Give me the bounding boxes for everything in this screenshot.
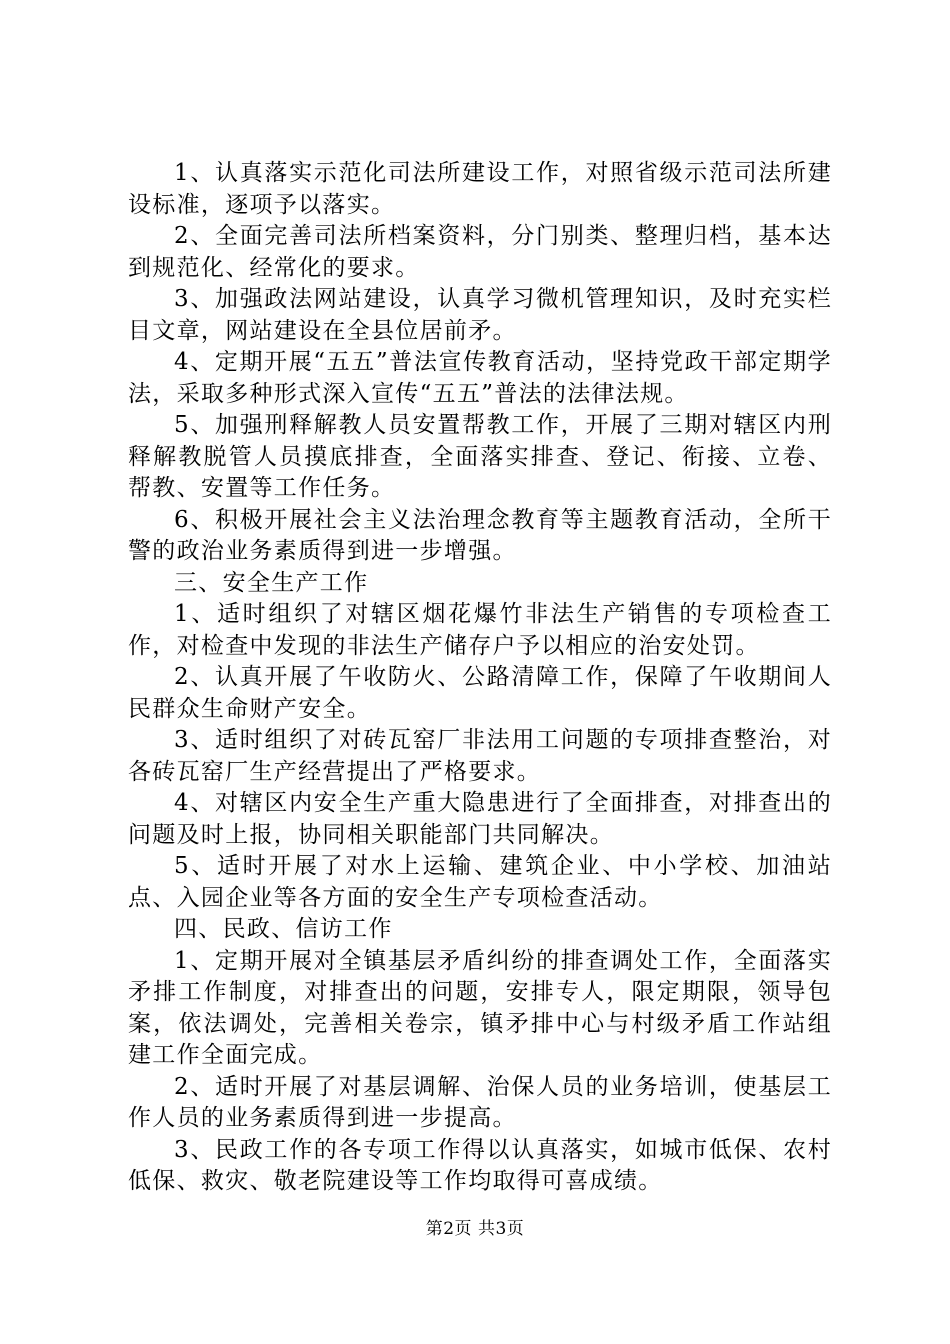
paragraph-12: 1、定期开展对全镇基层矛盾纠纷的排查调处工作，全面落实矛排工作制度，对排查出的问题，安排专人，限定期限，领导包案，依法调处，完善相关卷宗，镇矛排中心与村级矛盾工作站组建工作全面完成。 [128, 947, 832, 1068]
paragraph-6: 6、积极开展社会主义法治理念教育等主题教育活动，全所干警的政治业务素质得到进一步增强。 [128, 506, 832, 564]
document-body [128, 158, 832, 1198]
paragraph-5: 5、加强刑释解教人员安置帮教工作，开展了三期对辖区内刑释解教脱管人员摸底排查，全面落实排查、登记、衔接、立卷、帮教、安置等工作任务。 [128, 412, 832, 501]
page-number-footer: 第2页 共3页 [425, 1219, 525, 1239]
section-heading-safety: 三、安全生产工作 [174, 569, 369, 596]
paragraph-8: 2、认真开展了午收防火、公路清障工作，保障了午收期间人民群众生命财产安全。 [128, 664, 832, 722]
paragraph-9: 3、适时组织了对砖瓦窑厂非法用工问题的专项排查整治，对各砖瓦窑厂生产经营提出了严格要求。 [128, 727, 832, 785]
paragraph-2: 2、全面完善司法所档案资料，分门别类、整理归档，基本达到规范化、经常化的要求。 [128, 223, 832, 281]
paragraph-14: 3、民政工作的各专项工作得以认真落实，如城市低保、农村低保、救灾、敬老院建设等工作均取得可喜成绩。 [128, 1136, 832, 1194]
paragraph-3: 3、加强政法网站建设，认真学习微机管理知识，及时充实栏目文章，网站建设在全县位居前矛。 [128, 286, 832, 344]
section-heading-civil-affairs: 四、民政、信访工作 [174, 916, 393, 942]
paragraph-7: 1、适时组织了对辖区烟花爆竹非法生产销售的专项检查工作，对检查中发现的非法生产储存户予以相应的治安处罚。 [128, 601, 832, 659]
paragraph-13: 2、适时开展了对基层调解、治保人员的业务培训，使基层工作人员的业务素质得到进一步提高。 [128, 1073, 832, 1131]
paragraph-4: 4、定期开展“五五”普法宣传教育活动，坚持党政干部定期学法，采取多种形式深入宣传“五五”普法的法律法规。 [128, 349, 832, 407]
paragraph-10: 4、对辖区内安全生产重大隐患进行了全面排查，对排查出的问题及时上报，协同相关职能部门共同解决。 [128, 790, 832, 848]
paragraph-1: 1、认真落实示范化司法所建设工作，对照省级示范司法所建设标准，逐项予以落实。 [128, 160, 832, 218]
paragraph-11: 5、适时开展了对水上运输、建筑企业、中小学校、加油站点、入园企业等各方面的安全生产专项检查活动。 [128, 853, 832, 911]
